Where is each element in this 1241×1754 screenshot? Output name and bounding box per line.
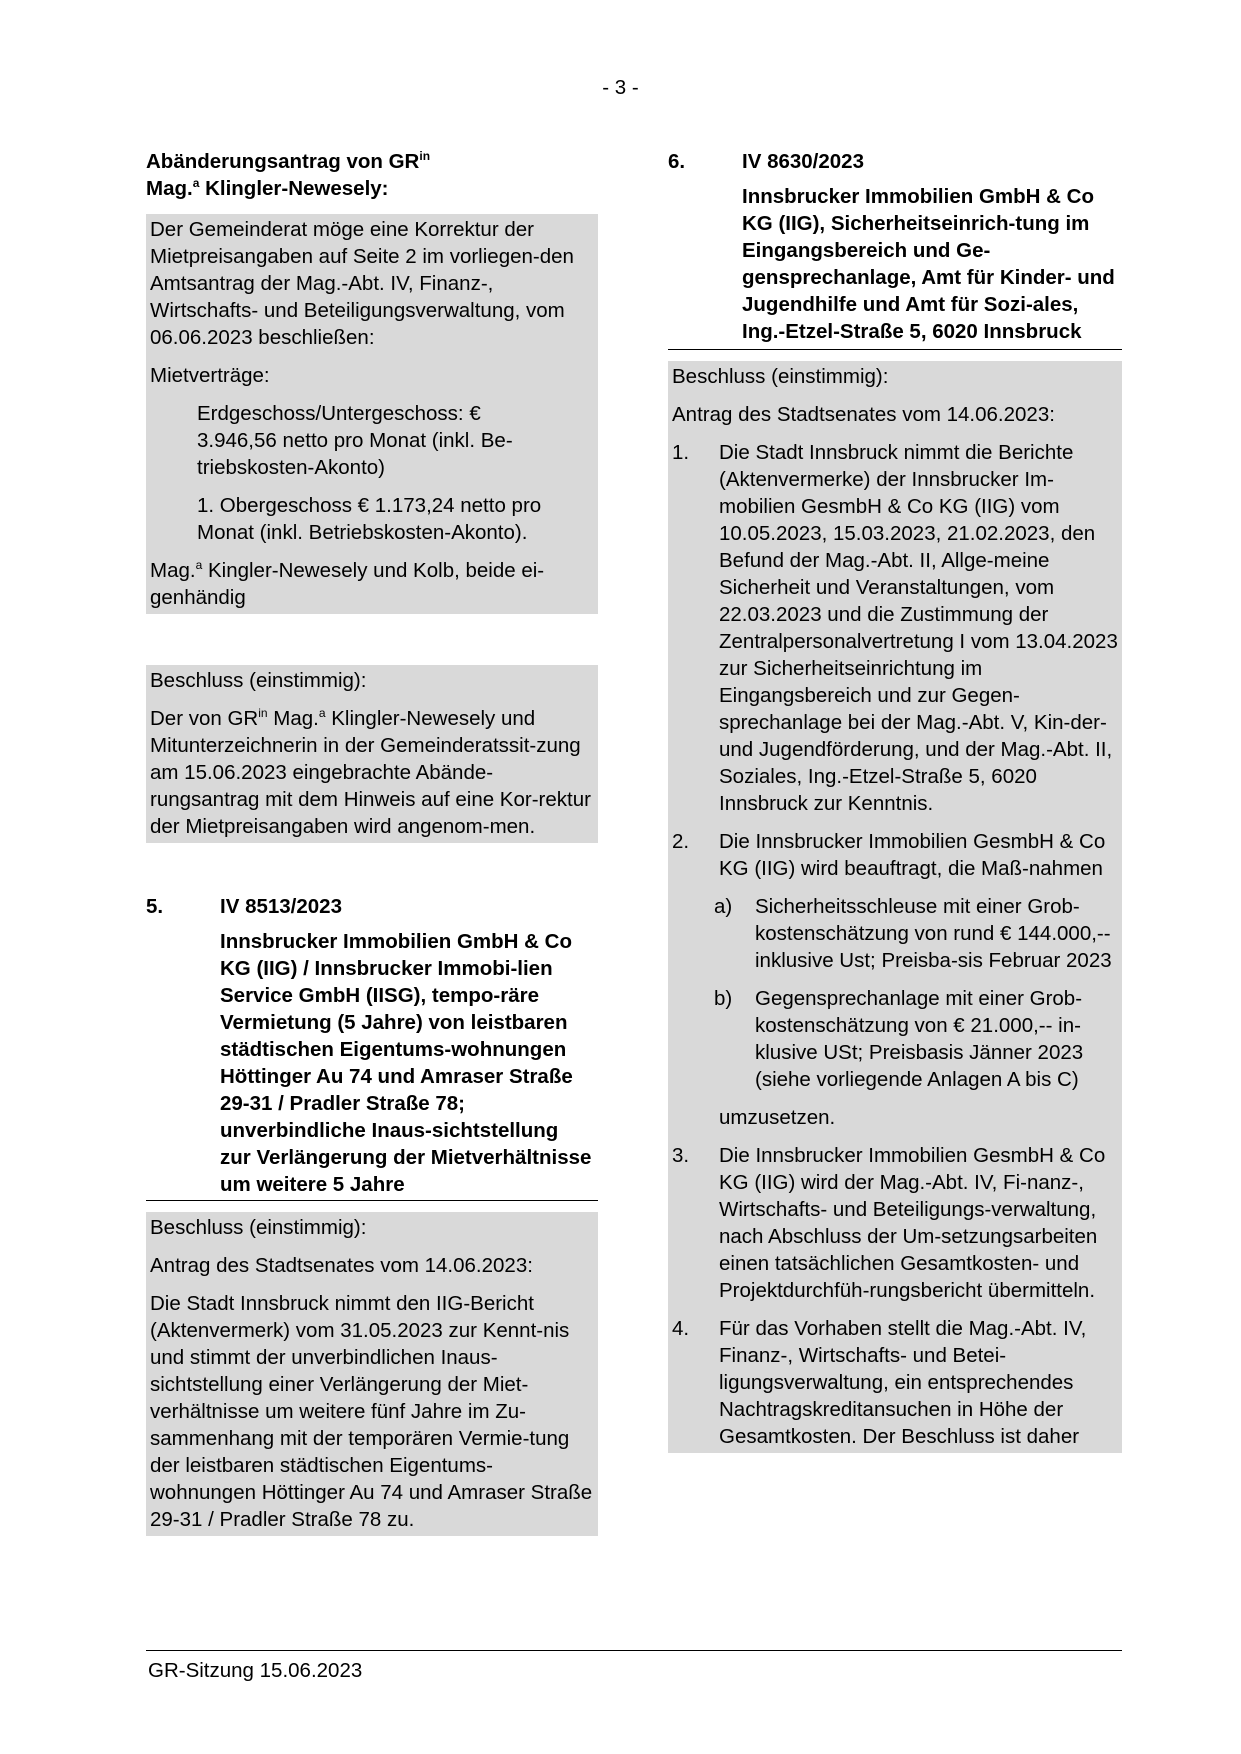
list-item-2-number: 2. <box>672 830 690 853</box>
item-6-antrag: Antrag des Stadtsenates vom 14.06.2023: <box>672 403 1055 426</box>
floor-first: 1. Obergeschoss € 1.173,24 netto pro Monat (inkl. Betriebskosten-Akonto). <box>197 494 542 544</box>
signers-post: Kingler-Newesely und Kolb, beide ei-genhändig <box>150 559 545 609</box>
item-5-beschluss: Beschluss (einstimmig): <box>150 1216 367 1239</box>
heading-line1: Abänderungsantrag von GR <box>146 150 420 173</box>
signers-sup: a <box>195 558 203 572</box>
mietvertraege-label: Mietverträge: <box>150 364 270 387</box>
heading-sup: in <box>419 149 431 163</box>
item-5 <box>146 893 598 1536</box>
item-5-antrag: Antrag des Stadtsenates vom 14.06.2023: <box>150 1254 533 1277</box>
list-item-1 <box>672 439 1118 817</box>
beschluss-sup1: in <box>258 706 268 720</box>
list-item-4 <box>672 1315 1118 1450</box>
list-item-2a-text: Sicherheitsschleuse mit einer Grob-kostenschätzung von rund € 144.000,-- inklusive Ust; Preisba-sis Februar 2023 <box>755 895 1112 972</box>
page-number: - 3 - <box>602 76 639 99</box>
list-item-2-text: Die Innsbrucker Immobilien GesmbH & Co KG (IIG) wird beauftragt, die Maß-nahmen <box>719 830 1106 880</box>
item-5-number: 5. <box>146 895 164 918</box>
beschluss-amendment-block <box>146 665 598 843</box>
left-column <box>146 148 598 1536</box>
list-item-2a <box>672 893 1118 974</box>
signers <box>150 557 594 611</box>
list-item-3 <box>672 1142 1118 1304</box>
heading-line2-pre: Mag. <box>146 177 193 200</box>
beschluss-pre: Der von GR <box>150 707 259 730</box>
list-item-2-end: umzusetzen. <box>719 1106 836 1129</box>
item-5-code: IV 8513/2023 <box>220 895 342 918</box>
amendment-heading <box>146 148 598 202</box>
list-item-1-number: 1. <box>672 441 690 464</box>
beschluss-post: Klingler-Newesely und Mitunterzeichnerin in der Gemeinderatssit-zung am 15.06.2023 eingebrachte Abände-rungsantrag mit dem Hinweis auf eine Kor-rektur der Mietpreisangaben wird angenom-men. <box>150 707 591 838</box>
list-item-1-text: Die Stadt Innsbruck nimmt die Berichte (Aktenvermerke) der Innsbrucker Im-mobilien GesmbH & Co KG (IIG) vom 10.05.2023, 15.03.2023, 21.02.2023, den Befund der Mag.-Abt. II, Allge-meine Sicherheit und Veranstaltungen, vom 22.03.2023 und die Zustimmung der Zentralpersonalvertretung I vom 13.04.2023 zur Sicherheitseinrichtung im Eingangsbereich und zur Gegen-sprechanlage bei der Mag.-Abt. V, Kin-der- und Jugendförderung, und der Mag.-Abt. II, Soziales, Ing.-Etzel-Straße 5, 6020 Innsbruck zur Kenntnis. <box>719 441 1118 815</box>
item-5-header <box>146 893 598 920</box>
list-item-4-number: 4. <box>672 1317 690 1340</box>
heading-line2-post: Klingler-Newesely: <box>199 177 389 200</box>
beschluss-label: Beschluss (einstimmig): <box>150 669 367 692</box>
beschluss-mid: Mag. <box>267 707 319 730</box>
list-item-2b-text: Gegensprechanlage mit einer Grob-kostenschätzung von € 21.000,-- in-klusive USt; Preisbasis Jänner 2023 (siehe vorliegende Anlagen A bis C) <box>755 987 1084 1091</box>
right-column <box>668 148 1122 1453</box>
list-item-2 <box>672 828 1118 882</box>
list-item-2b <box>672 985 1118 1093</box>
list-item-4-text: Für das Vorhaben stellt die Mag.-Abt. IV, Finanz-, Wirtschafts- und Betei-ligungsverwaltung, ein entsprechendes Nachtragskreditansuchen in Höhe der Gesamtkosten. Der Beschluss ist daher <box>719 1317 1087 1448</box>
item-6-number: 6. <box>668 150 686 173</box>
list-item-3-number: 3. <box>672 1144 690 1167</box>
beschluss-amendment-text <box>150 705 594 840</box>
item-5-decision-block <box>146 1212 598 1536</box>
heading-line2-sup: a <box>192 176 200 190</box>
item-5-text: Die Stadt Innsbruck nimmt den IIG-Bericht (Aktenvermerk) vom 31.05.2023 zur Kennt-nis und stimmt der unverbindlichen Inaus-sichtstellung einer Verlängerung der Miet-verhältnisse um weitere fünf Jahre im Zu-sammenhang mit der temporären Vermie-tung der leistbaren städtischen Eigentums-wohnungen Höttinger Au 74 und Amraser Straße 29-31 / Pradler Straße 78 zu. <box>150 1292 593 1531</box>
signers-pre: Mag. <box>150 559 196 582</box>
footer-text: GR-Sitzung 15.06.2023 <box>148 1659 363 1682</box>
beschluss-sup2: a <box>318 706 326 720</box>
item-6-decision-block <box>668 361 1122 1453</box>
amendment-intro: Der Gemeinderat möge eine Korrektur der Mietpreisangaben auf Seite 2 im vorliegen-den Amtsantrag der Mag.-Abt. IV, Finanz-, Wirtschafts- und Beteiligungsverwaltung, vom 06.06.2023 beschließen: <box>150 218 574 349</box>
floor-ground: Erdgeschoss/Untergeschoss: € 3.946,56 netto pro Monat (inkl. Be-triebskosten-Akonto) <box>197 402 513 479</box>
list-item-2a-letter: a) <box>714 895 733 918</box>
item-5-title: Innsbrucker Immobilien GmbH & Co KG (IIG) / Innsbrucker Immobi-lien Service GmbH (IISG), tempo-räre Vermietung (5 Jahre) von leistbaren städtischen Eigentums-wohnungen Höttinger Au 74 und Amraser Straße 29-31 / Pradler Straße 78; unverbindliche Inaus-sichtstellung zur Verlängerung der Mietverhältnisse um weitere 5 Jahre <box>146 928 598 1201</box>
footer-rule <box>146 1650 1122 1651</box>
list-item-2b-letter: b) <box>714 987 733 1010</box>
list-item-3-text: Die Innsbrucker Immobilien GesmbH & Co KG (IIG) wird der Mag.-Abt. IV, Fi-nanz-, Wirtschafts- und Beteiligungs-verwaltung, nach Abschluss der Um-setzungsarbeiten einen tatsächlichen Gesamtkosten- und Projektdurchfüh-rungsbericht übermitteln. <box>719 1144 1106 1302</box>
item-6-beschluss: Beschluss (einstimmig): <box>672 365 889 388</box>
amendment-text-block <box>146 214 598 614</box>
item-6-header <box>668 148 1122 175</box>
item-6-title: Innsbrucker Immobilien GmbH & Co KG (IIG), Sicherheitseinrich-tung im Eingangsbereich und Ge-gensprechanlage, Amt für Kinder- und Jugendhilfe und Amt für Sozi-ales, Ing.-Etzel-Straße 5, 6020 Innsbruck <box>668 183 1122 350</box>
item-6-code: IV 8630/2023 <box>742 150 864 173</box>
